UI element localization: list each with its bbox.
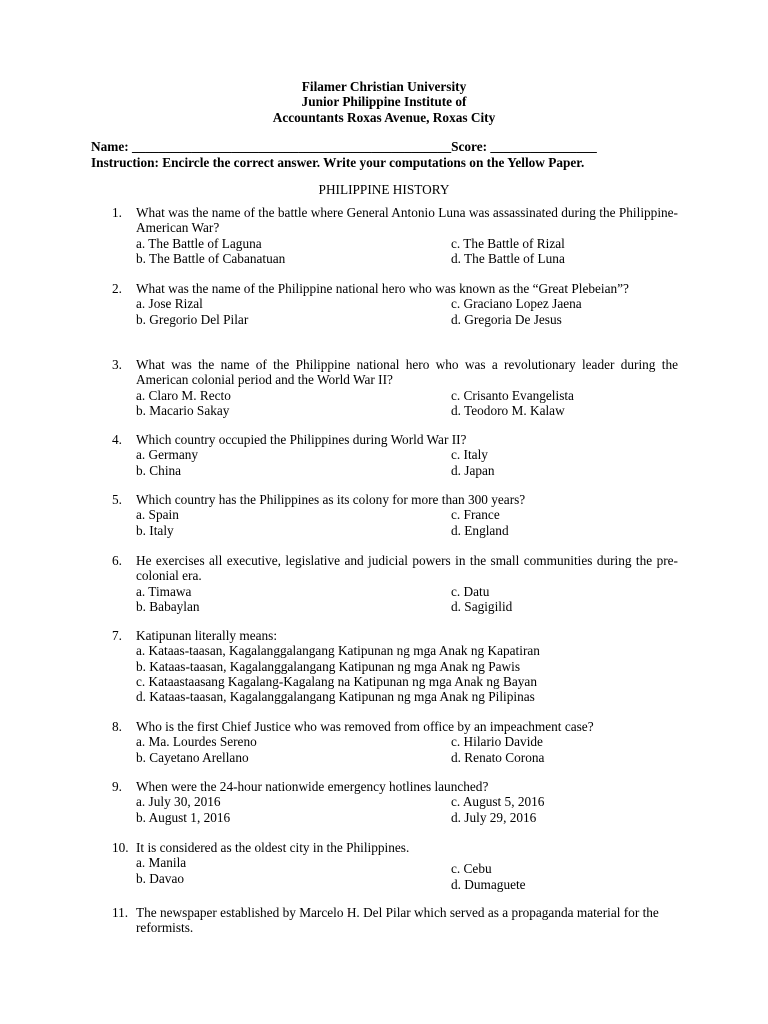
- option-c[interactable]: c. Italy: [451, 447, 488, 463]
- question-3: [112, 357, 678, 418]
- question-text: Who is the first Chief Justice who was removed from office by an impeachment case?: [136, 719, 594, 734]
- option-c[interactable]: c. Crisanto Evangelista: [451, 387, 574, 403]
- option-b[interactable]: b. Italy: [136, 522, 174, 538]
- question-number: 8.: [112, 719, 122, 734]
- question-text: He exercises all executive, legislative and judicial powers in the small communities during the pre-colonial era.: [136, 553, 678, 584]
- option-c[interactable]: c. August 5, 2016: [451, 794, 545, 810]
- option-b[interactable]: b. Gregorio Del Pilar: [136, 311, 249, 327]
- question-9: [112, 779, 678, 825]
- option-d[interactable]: d. Kataas-taasan, Kagalanggalangang Katipunan ng mga Anak ng Pilipinas: [136, 689, 535, 705]
- question-number: 10.: [112, 840, 129, 855]
- option-c[interactable]: c. Hilario Davide: [451, 734, 543, 750]
- option-a[interactable]: a. July 30, 2016: [136, 794, 221, 810]
- question-number: 11.: [112, 905, 129, 920]
- option-a[interactable]: a. Ma. Lourdes Sereno: [136, 734, 257, 750]
- option-c[interactable]: c. Kataastaasang Kagalang-Kagalang na Katipunan ng mga Anak ng Bayan: [136, 673, 537, 689]
- option-a[interactable]: a. Germany: [136, 447, 199, 463]
- option-d[interactable]: d. Japan: [451, 462, 495, 478]
- option-a[interactable]: a. Kataas-taasan, Kagalanggalangang Katipunan ng mga Anak ng Kapatiran: [136, 643, 540, 659]
- instruction-text: Instruction: Encircle the correct answer. Write your computations on the Yellow Paper.: [91, 155, 585, 170]
- question-text: Katipunan literally means:: [136, 628, 278, 643]
- question-text: Which country has the Philippines as its colony for more than 300 years?: [136, 492, 526, 507]
- option-b[interactable]: b. August 1, 2016: [136, 809, 231, 825]
- option-a[interactable]: a. Claro M. Recto: [136, 387, 231, 403]
- option-d[interactable]: d. The Battle of Luna: [451, 250, 565, 266]
- option-a[interactable]: a. Timawa: [136, 583, 192, 599]
- question-number: 7.: [112, 628, 122, 643]
- question-number: 1.: [112, 205, 122, 220]
- section-title: PHILIPPINE HISTORY: [318, 182, 450, 197]
- option-d[interactable]: d. Teodoro M. Kalaw: [451, 402, 565, 418]
- option-b[interactable]: b. Babaylan: [136, 598, 200, 614]
- option-b[interactable]: b. Macario Sakay: [136, 402, 230, 418]
- question-6: [112, 553, 678, 614]
- question-text: The newspaper established by Marcelo H. Del Pilar which served as a propaganda material for the reformists.: [136, 905, 659, 936]
- question-text: What was the name of the Philippine national hero who was a revolutionary leader during the American colonial period and the World War II?: [136, 357, 678, 388]
- option-a[interactable]: a. Spain: [136, 507, 179, 523]
- question-number: 6.: [112, 553, 122, 568]
- option-c[interactable]: c. Graciano Lopez Jaena: [451, 296, 582, 312]
- option-b[interactable]: b. Cayetano Arellano: [136, 749, 249, 765]
- question-8: [112, 719, 678, 765]
- option-a[interactable]: a. Jose Rizal: [136, 296, 203, 312]
- question-number: 4.: [112, 432, 122, 447]
- header-line-3: Accountants Roxas Avenue, Roxas City: [272, 109, 496, 125]
- option-c[interactable]: c. The Battle of Rizal: [451, 235, 565, 251]
- question-11: [112, 905, 678, 936]
- option-d[interactable]: d. Sagigilid: [451, 598, 513, 614]
- question-2: [112, 281, 678, 327]
- header-line-2: Junior Philippine Institute of: [301, 94, 467, 110]
- question-text: What was the name of the Philippine national hero who was known as the “Great Plebeian”?: [136, 281, 629, 296]
- question-10: [112, 840, 678, 892]
- question-number: 5.: [112, 492, 122, 507]
- option-b[interactable]: b. The Battle of Cabanatuan: [136, 250, 286, 266]
- university-header: [0, 79, 768, 125]
- option-b[interactable]: b. Kataas-taasan, Kagalanggalangang Katipunan ng mga Anak ng Pawis: [136, 658, 521, 674]
- option-c[interactable]: c. Cebu: [451, 861, 492, 877]
- option-c[interactable]: c. Datu: [451, 583, 490, 599]
- option-a[interactable]: a. Manila: [136, 855, 187, 871]
- question-4: [112, 432, 678, 478]
- option-d[interactable]: d. Gregoria De Jesus: [451, 311, 562, 327]
- question-7: [112, 628, 678, 704]
- question-5: [112, 492, 678, 538]
- question-text: When were the 24-hour nationwide emergency hotlines launched?: [136, 779, 489, 794]
- question-text: It is considered as the oldest city in the Philippines.: [136, 840, 410, 855]
- option-d[interactable]: d. England: [451, 522, 509, 538]
- question-number: 9.: [112, 779, 122, 794]
- question-number: 2.: [112, 281, 122, 296]
- option-a[interactable]: a. The Battle of Laguna: [136, 235, 262, 251]
- option-b[interactable]: b. Davao: [136, 870, 184, 886]
- option-d[interactable]: d. Renato Corona: [451, 749, 545, 765]
- name-score-line: Name: ________________________________________________Score: ________________: [91, 139, 597, 154]
- question-1: [112, 205, 678, 266]
- header-line-1: Filamer Christian University: [301, 79, 467, 94]
- option-b[interactable]: b. China: [136, 462, 182, 478]
- question-text: What was the name of the battle where General Antonio Luna was assassinated during the Philippine-American War?: [136, 205, 678, 236]
- option-d[interactable]: d. Dumaguete: [451, 876, 526, 892]
- option-c[interactable]: c. France: [451, 507, 500, 523]
- option-d[interactable]: d. July 29, 2016: [451, 809, 537, 825]
- question-text: Which country occupied the Philippines during World War II?: [136, 432, 467, 447]
- question-number: 3.: [112, 357, 122, 372]
